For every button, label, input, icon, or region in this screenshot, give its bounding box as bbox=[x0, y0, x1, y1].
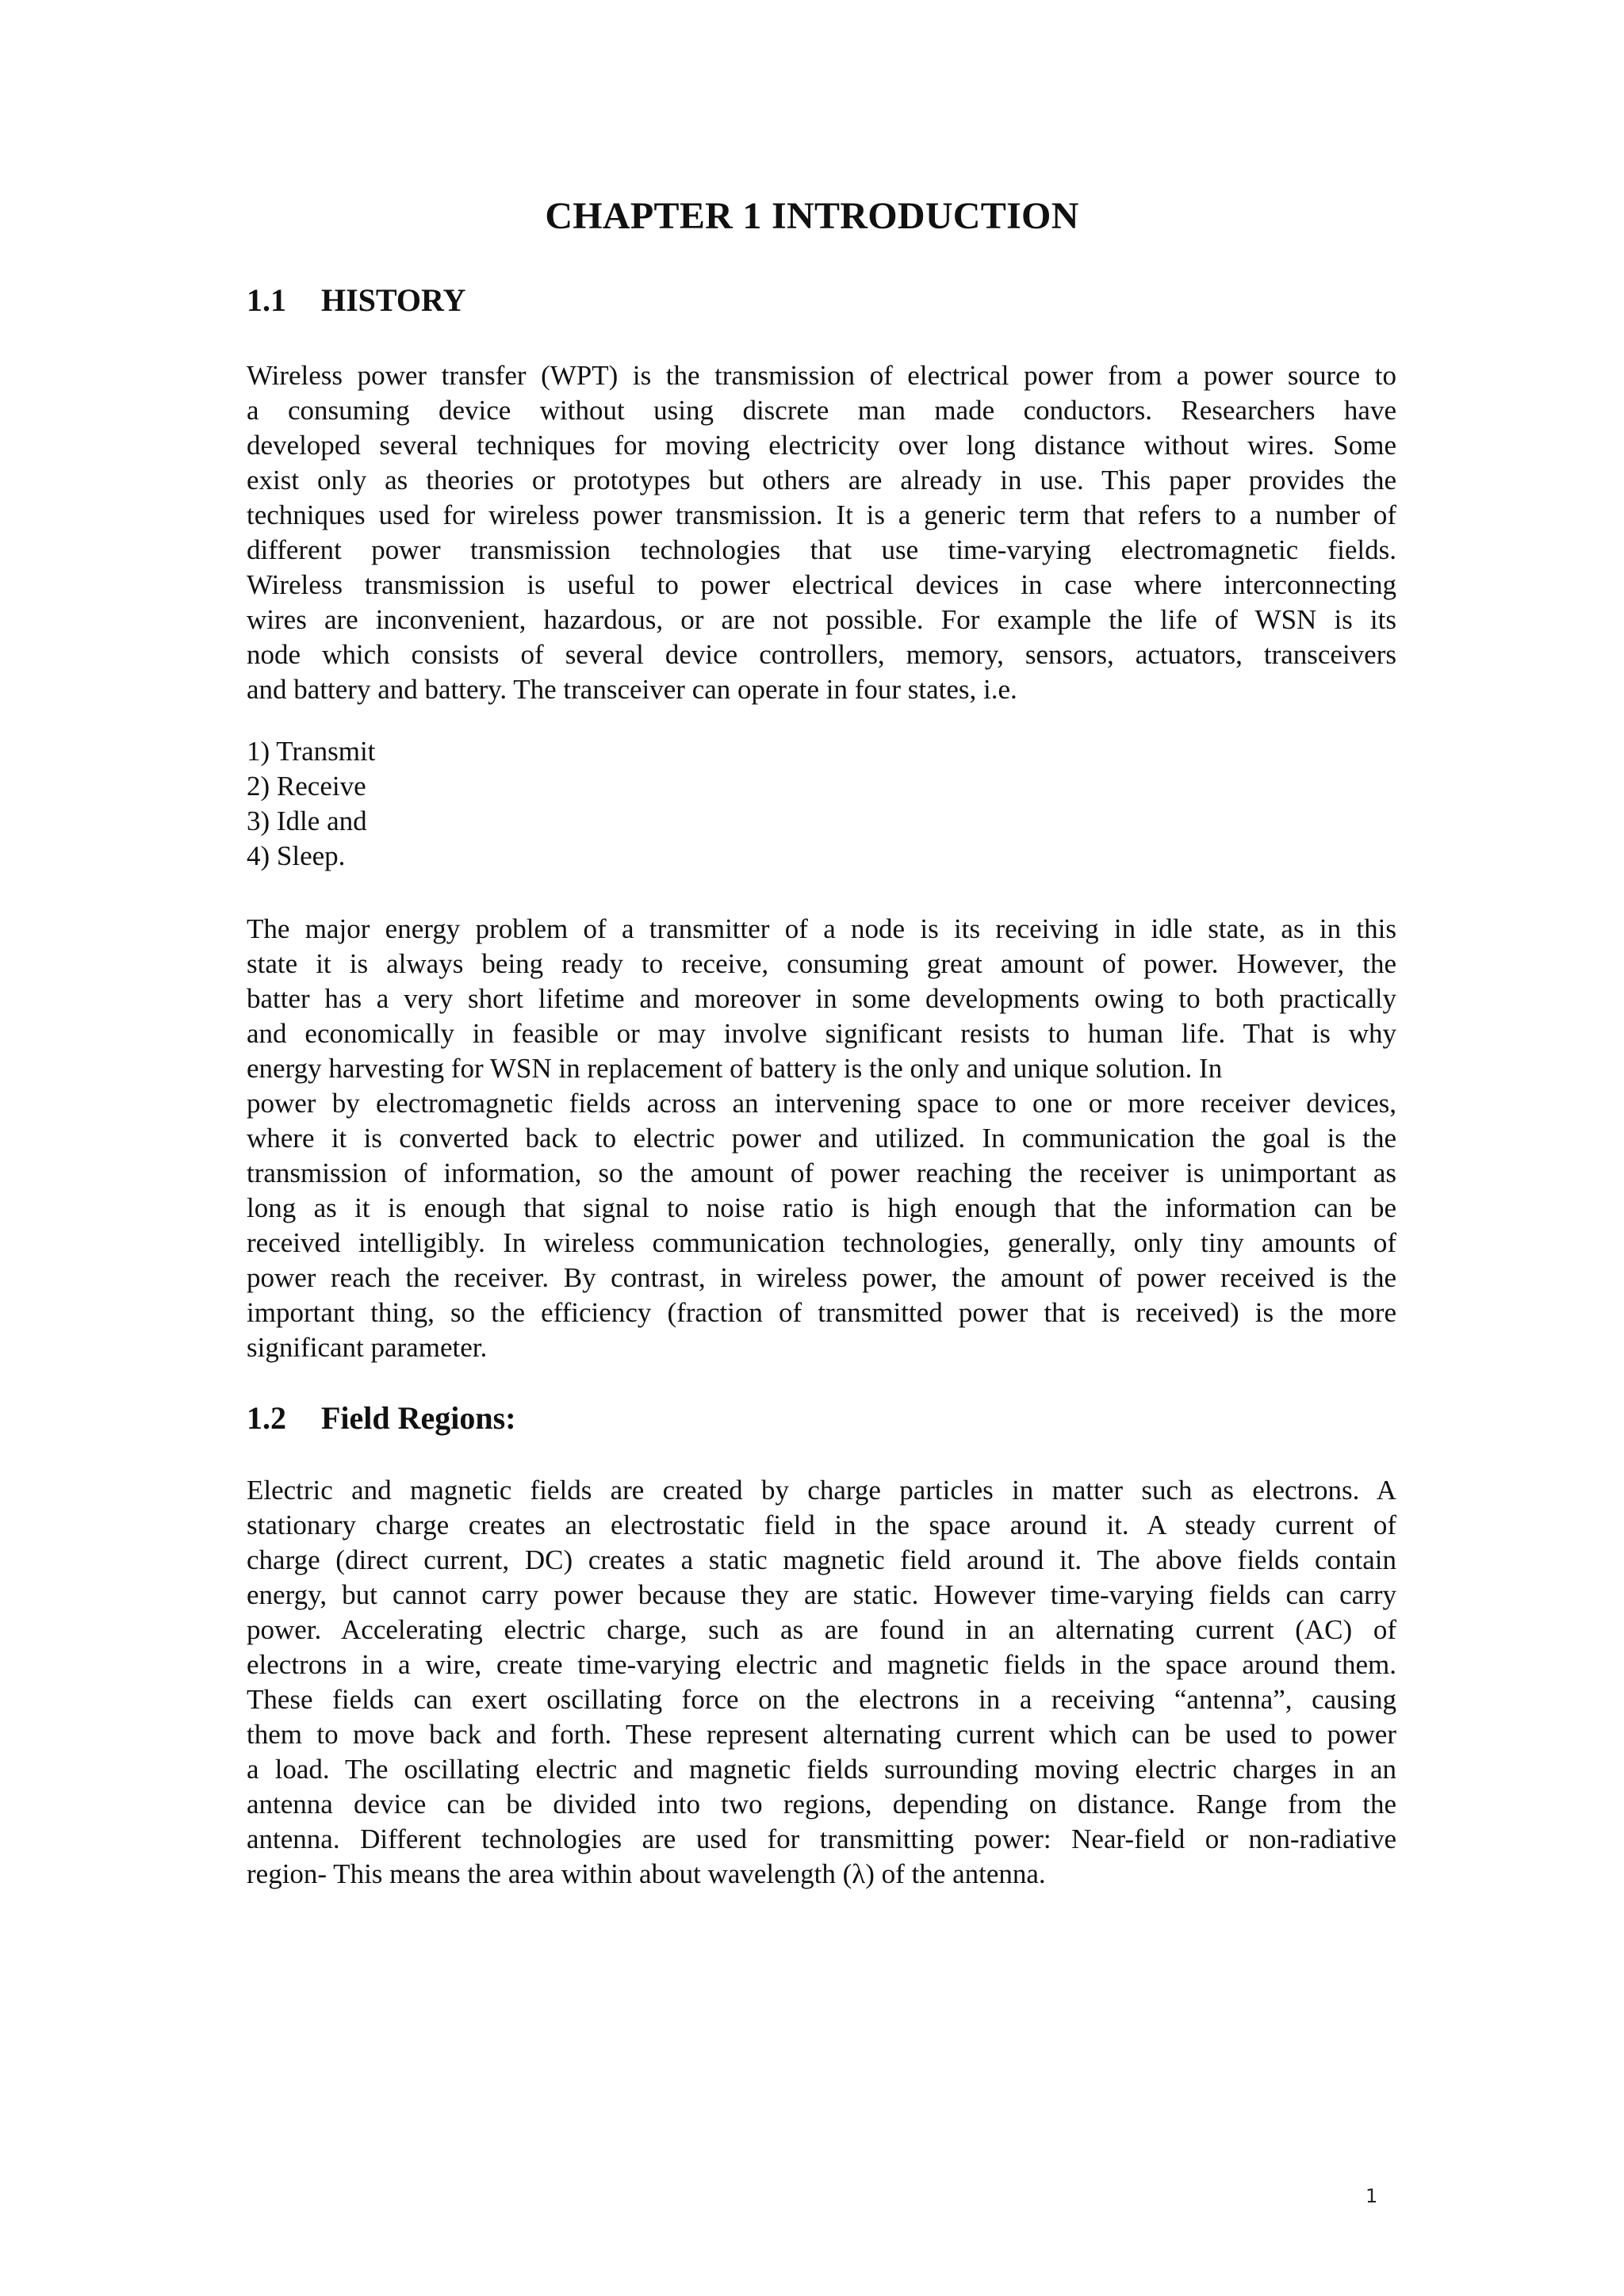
text-line: state it is always being ready to receive, consuming great amount of power. However, the bbox=[247, 948, 1396, 979]
text-line: significant parameter. bbox=[247, 1332, 488, 1363]
text-line: and battery and battery. The transceiver can operate in four states, i.e. bbox=[247, 674, 1017, 705]
text-line: and economically in feasible or may involve significant resists to human life. That is why bbox=[247, 1018, 1396, 1049]
section-number: 1.1 bbox=[247, 282, 286, 318]
text-line: These fields can exert oscillating force on the electrons in a receiving “antenna”, causing bbox=[247, 1684, 1396, 1715]
section-heading-history bbox=[247, 281, 465, 319]
text-line: power reach the receiver. By contrast, in wireless power, the amount of power received is the bbox=[247, 1262, 1396, 1293]
text-line: antenna device can be divided into two regions, depending on distance. Range from the bbox=[247, 1789, 1396, 1820]
list-item: 1) Transmit bbox=[247, 736, 376, 767]
text-line: wires are inconvenient, hazardous, or are not possible. For example the life of WSN is its bbox=[247, 604, 1396, 635]
paragraph-energy-problem bbox=[247, 912, 1396, 1365]
list-item: 4) Sleep. bbox=[247, 840, 346, 871]
text-line: techniques used for wireless power transmission. It is a generic term that refers to a number of bbox=[247, 499, 1396, 530]
text-line: electrons in a wire, create time-varying electric and magnetic fields in the space around them. bbox=[247, 1649, 1396, 1680]
text-line: different power transmission technologies that use time-varying electromagnetic fields. bbox=[247, 534, 1396, 565]
text-line: region- This means the area within about wavelength (λ) of the antenna. bbox=[247, 1858, 1046, 1889]
paragraph-field-regions bbox=[247, 1473, 1396, 1892]
text-line: transmission of information, so the amount of power reaching the receiver is unimportant as bbox=[247, 1158, 1396, 1188]
text-line: power by electromagnetic fields across an intervening space to one or more receiver devices, bbox=[247, 1088, 1396, 1119]
text-line: where it is converted back to electric power and utilized. In communication the goal is the bbox=[247, 1123, 1396, 1154]
list-item: 3) Idle and bbox=[247, 806, 367, 836]
text-line: The major energy problem of a transmitter of a node is its receiving in idle state, as in this bbox=[247, 913, 1396, 944]
text-line: batter has a very short lifetime and moreover in some developments owing to both practically bbox=[247, 983, 1396, 1014]
section-heading-field-regions bbox=[247, 1399, 516, 1437]
text-line: important thing, so the efficiency (fraction of transmitted power that is received) is the more bbox=[247, 1297, 1396, 1328]
text-line: energy, but cannot carry power because they are static. However time-varying fields can carry bbox=[247, 1579, 1396, 1610]
text-line: them to move back and forth. These represent alternating current which can be used to power bbox=[247, 1719, 1396, 1750]
section-title: HISTORY bbox=[321, 282, 466, 318]
text-line: a consuming device without using discrete man made conductors. Researchers have bbox=[247, 395, 1396, 426]
paragraph-history-intro bbox=[247, 358, 1396, 707]
text-line: stationary charge creates an electrostatic field in the space around it. A steady current of bbox=[247, 1510, 1396, 1540]
text-line: node which consists of several device controllers, memory, sensors, actuators, transceivers bbox=[247, 639, 1396, 670]
text-line: long as it is enough that signal to noise ratio is high enough that the information can be bbox=[247, 1192, 1396, 1223]
text-line: developed several techniques for moving electricity over long distance without wires. Some bbox=[247, 430, 1396, 461]
text-line: charge (direct current, DC) creates a static magnetic field around it. The above fields contain bbox=[247, 1544, 1396, 1575]
section-title: Field Regions: bbox=[321, 1400, 516, 1436]
text-line: antenna. Different technologies are used for transmitting power: Near-field or non-radiative bbox=[247, 1823, 1396, 1854]
text-line: received intelligibly. In wireless communication technologies, generally, only tiny amounts of bbox=[247, 1227, 1396, 1258]
text-line: a load. The oscillating electric and magnetic fields surrounding moving electric charges in an bbox=[247, 1754, 1396, 1785]
text-line: energy harvesting for WSN in replacement of battery is the only and unique solution. In bbox=[247, 1053, 1223, 1084]
section-number: 1.2 bbox=[247, 1400, 286, 1436]
text-line: Wireless transmission is useful to power electrical devices in case where interconnecting bbox=[247, 569, 1396, 600]
page-number: 1 bbox=[1365, 2185, 1378, 2207]
transceiver-states-list bbox=[247, 734, 375, 874]
text-line: Wireless power transfer (WPT) is the transmission of electrical power from a power source to bbox=[247, 360, 1396, 391]
text-line: Electric and magnetic fields are created by charge particles in matter such as electrons. A bbox=[247, 1475, 1396, 1506]
list-item: 2) Receive bbox=[247, 771, 366, 802]
text-line: power. Accelerating electric charge, such as are found in an alternating current (AC) of bbox=[247, 1614, 1396, 1645]
text-line: exist only as theories or prototypes but others are already in use. This paper provides the bbox=[247, 465, 1396, 496]
chapter-title: CHAPTER 1 INTRODUCTION bbox=[545, 195, 1079, 237]
